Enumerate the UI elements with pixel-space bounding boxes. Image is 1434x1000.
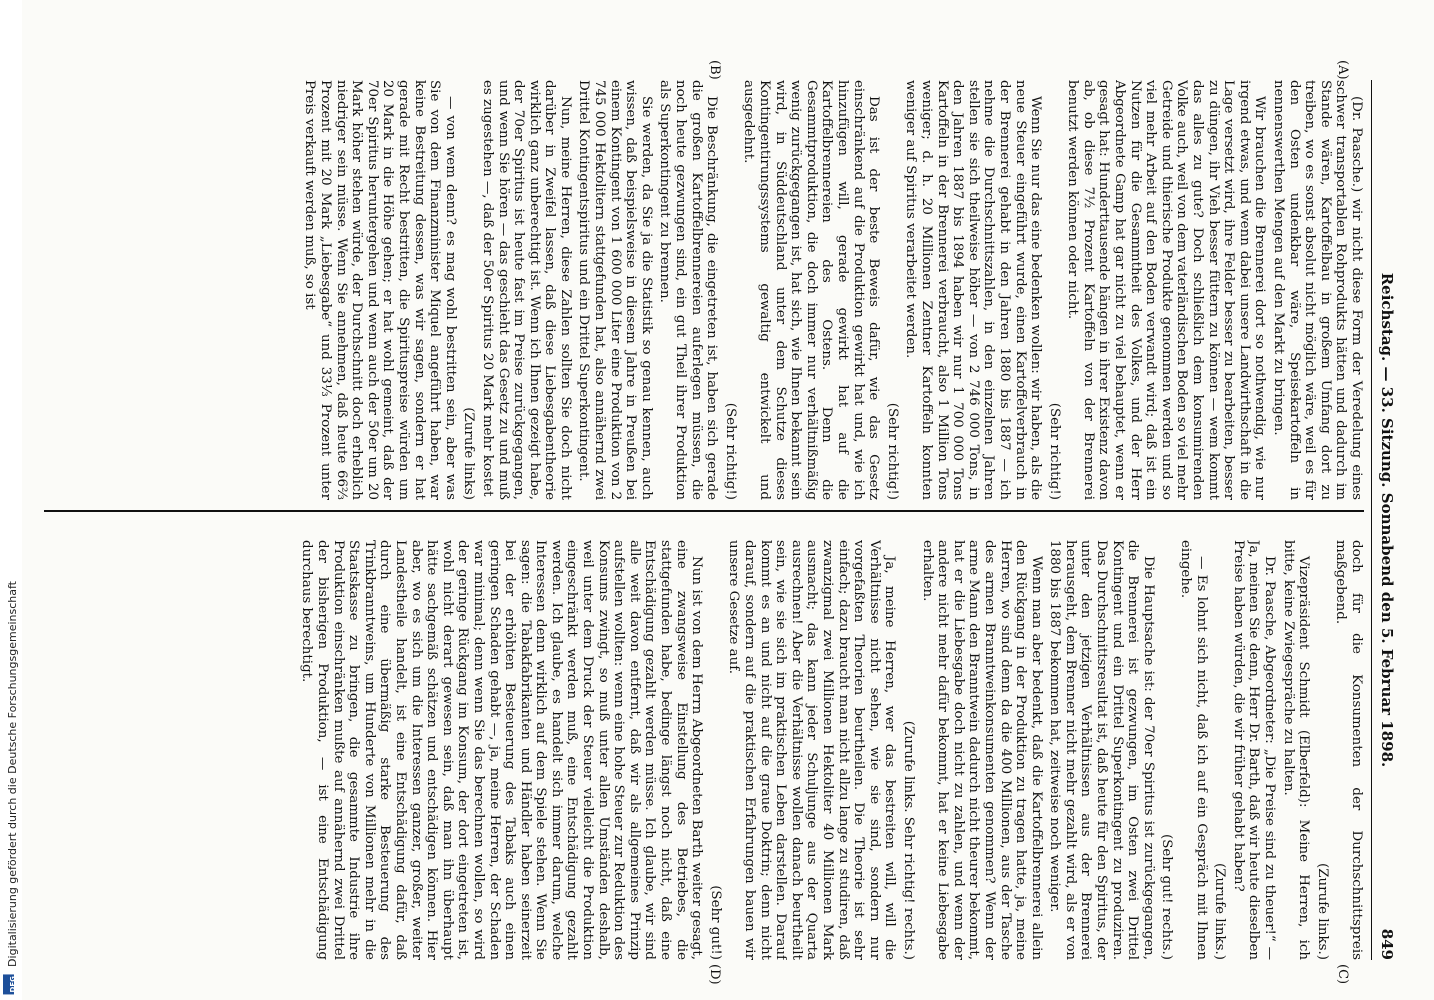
interjection-remark: (Zurufe links) [461,407,477,500]
paragraph: Vizepräsident Schmidt (Elberfeld): Meine Herren, ich bitte, keine Zwiegespräche zu halten. [1280,540,1312,960]
interjection-remark: (Sehr gut! rechts.) [1159,833,1175,960]
paragraph: Das ist der beste Beweis dafür, wie das Gesetz einschränkend auf die Produktion gewirkt hat und, wie ich hinzufügen will, gerade gewirkt hat auf die Kartoffelbrennereien des Ostens. Denn die Gesammtproduktion, die doch immer nur verhältnißmäßig wenig zurückgegangen ist, hat sich, wie Ihnen bekannt sein wird, in Süddeutschland unter dem Schutze dieses Kontingentirungssystems gewaltig entwickelt und ausgedehnt. [741,80,882,500]
interjection-remark: (Sehr richtig!) [1046,402,1062,500]
page-number: 849 [1378,928,1396,960]
paragraph: Die Beschränkung, die eingetreten ist, haben sich gerade die großen Kartoffelbrennereien auferlegen müssen, die noch heute gezwungen sind, ein gut Theil ihrer Produktion als Superkontingent zu brennen. [657,80,720,500]
margin-letter-b: (B) [707,60,722,80]
column-divider [44,510,1364,512]
paragraph: Wenn man aber bedenkt, daß die Kartoffelbrennerei allein den Rückgang in der Produktion zu tragen hatte, ja, meine Herren, wo sind denn da die 400 Millionen, aus der Tasche des armen Branntweinkonsumenten genommen? Wenn der arme Mann den Branntwein dadurch nicht theurer bekommt, hat er die Liebesgabe doch nicht zu zahlen, und wenn der andere nicht mehr dafür bekommt, hat er keine Liebesgabe erhalten. [919,540,1044,960]
margin-letter-a: (A) [1335,60,1350,80]
margin-letter-c: (C) [1335,964,1350,985]
paragraph: doch für die Konsumenten der Durchschnittspreis maßgebend. [1333,540,1364,960]
scanned-page [22,0,1434,1000]
paragraph: (Dr. Paasche.) wir nicht diese Form der Veredelung eines schwer transportablen Rohprodukts hätten und dadurch im Stande wären, Kartoffelbau in großem Umfang dort zu treiben, wo es sonst absolut nicht möglich wäre, weil es für den Osten undenkbar wäre, Speisekartoffeln in nennenswerthen Mengen auf den Markt zu bringen. [1271,80,1364,500]
interjection-remark: (Sehr richtig!) [884,402,900,500]
paragraph: — von wem denn? es mag wohl bestritten sein, aber was Sie von dem Finanzminister Miquel angeführt haben, war keine Bestreitung dessen, was wir sagen, sondern er hat gerade mit Recht bestritten, die Spirituspreise würden um 20 Mark in die Höhe gehen; er hat wohl gemeint, daß der 70er Spiritus heruntergehen und wenn auch der 50er um 20 Mark höher stehen würde, der Durchschnitt doch erheblich niedriger sein müsse. Wenn Sie annehmen, daß heute 66⅔ Prozent mit 20 Mark „Liebesgabe“ und 33⅓ Prozent unter Preis verkauft werden muß, so ist [302,80,458,500]
right-column [34,540,1364,960]
paragraph: Sie werden, da Sie ja die Statistik so genau kennen, auch wissen, daß beispielsweise in diesem Jahre in Preußen bei einem Kontingent von 1 600 000 Liter eine Produktion von 2 745 000 Hektolitern stattgefunden hat, also annähernd zwei Drittel Kontingentspiritus und ein Drittel Superkontingent. [576,80,654,500]
paragraph: Die Hauptsache ist: der 70er Spiritus ist zurückgegangen, die Brennerei ist gezwungen, im Osten zwei Drittel Kontingent und ein Drittel Superkontingent zu produziren. Das Durchschnittsresultat ist, daß heute für den Spiritus, der unter den jetzigen Verhältnissen aus der Brennerei herausgeht, dem Brenner nicht mehr gezahlt wird, als er von 1880 bis 1887 bekommen hat, zeitweise noch weniger. [1047,540,1156,960]
interjection-remark: (Sehr gut!) [707,885,723,960]
footer-credit-text: Digitalisierung gefördert durch die Deutsche Forschungsgemeinschaft [6,580,19,967]
dfg-logo-icon: DFG [3,974,14,994]
paragraph: Wir brauchen die Brennerei dort so nothwendig, wie nur irgend etwas, und wenn dabei unsere Landwirthschaft in die Lage versetzt wird, ihre Felder besser zu bearbeiten, besser zu düngen, ihr Vieh besser füttern zu können — wem kommt das alles zu gute? Doch schließlich dem konsumirenden Volke auch, weil von dem vaterländischen Boden so viel mehr Getreide und thierische Produkte genommen werden und so viel mehr Arbeit auf den Boden verwandt wird; daß ist ein Nutzen für die Gesammtheit des Volkes, und der Herr Abgeordnete Gamp hat gar nicht zu viel behauptet, wenn er gesagt hat: Hunderttausende hängen in ihrer Existenz davon ab, ob diese 7½ Prozent Kartoffeln von der Brennerei benutzt werden können oder nicht. [1065,80,1268,500]
left-column [34,80,1364,500]
paragraph: Wenn Sie nur das eine bedenken wollen: wir haben, als die neue Steuer eingeführt wurde, einen Kartoffelverbrauch in der Brennerei gehabt in den Jahren 1880 bis 1887 — ich nehme die Durchschnittszahlen, in den einzelnen Jahren stellen sie sich theilweise höher — von 2 746 000 Tons, in den Jahren 1887 bis 1894 haben wir nur 1 700 000 Tons Kartoffeln in der Brennerei verbraucht, also 1 Million Tons weniger; d. h. 20 Millionen Zentner Kartoffeln konnten weniger auf Spiritus verarbeitet werden. [903,80,1044,500]
paragraph: Dr. Paasche, Abgeordneter: „Die Preise sind zu theuer!“ — Ja, meinen Sie denn, Herr Dr. Barth, daß wir heute dieselben Preise haben würden, die wir früher gehabt haben? [1230,540,1278,960]
interjection-remark: (Sehr richtig!) [722,402,738,500]
page-title: Reichstag. — 33. Sitzung. Sonnabend den 5. Februar 1898. [1378,272,1396,768]
digitization-footer [0,0,22,1000]
margin-letter-d: (D) [707,964,722,985]
interjection-remark: (Zurufe links.) [1212,863,1228,960]
paragraph: Nun, meine Herren, diese Zahlen sollten Sie doch nicht darüber in Zweifel lassen, daß diese Liebesgabentheorie wirklich ganz unberechtigt ist. Wenn ich Ihnen gezeigt habe, der 70er Spiritus ist heute fast im Preise zurückgegangen, und wenn Sie hören — das geschieht das Gesetz zu und muß es zugestehen —, daß der 50er Spiritus 20 Mark mehr kostet [479,80,573,500]
paragraph: Ja, meine Herren, wer das bestreiten will, will die Verhältnisse nicht sehen, wie sie sind, sondern nur vorgefaßten Theorien beurtheilen. Die Theorie ist sehr einfach; dazu braucht man nicht allzu lange zu studiren, daß zwanzigmal zwei Millionen Hektoliter 40 Millionen Mark ausmacht; das kann jeder Schuljunge aus der Quarta ausrechnen! Aber die Verhältnisse wollen danach beurtheilt sein, wie sie sich im praktischen Leben darstellen. Darauf kommt es an und nicht auf die graue Doktrin; denn nicht darauf, sondern auf die praktischen Erfahrungen bauen wir unsere Gesetze auf. [726,540,898,960]
page-rotated [22,0,1434,1000]
interjection-remark: (Zurufe links. Sehr richtig! rechts.) [900,720,916,960]
interjection-remark: (Zurufe links.) [1314,863,1330,960]
footer-credit [3,581,19,994]
page-header [1371,80,1398,960]
paragraph: — Es lohnt sich nicht, daß ich auf ein Gespräch mit Ihnen eingehe. [1178,540,1209,960]
paragraph: Nun ist von dem Herrn Abgeordneten Barth weiter gesagt, eine zwangsweise Einstellung des Betriebes, die stattgefunden habe, bedinge längst noch nicht, daß eine Entschädigung gezahlt werden müsse. Ich glaube, wir sind alle weit davon entfernt, daß wir als allgemeines Prinzip aufstellen wollten: wenn eine hohe Steuer zur Reduktion des Konsums zwingt, so muß unter allen Umständen deshalb, weil unter dem Druck der Steuer vielleicht die Produktion eingeschränkt werden muß, eine Entschädigung gezahlt werden. Ich glaube, es handelt sich immer darum, welche Interessen denn wirklich auf dem Spiele stehen. Wenn Sie sagen: die Tabakfabrikanten und Händler haben seinerzeit bei der erhöhten Besteuerung des Tabaks auch einen geringen Schaden gehabt —, ja, meine Herren, der Schaden war minimal; denn wenn Sie das berechnen wollen, so wird der geringe Rückgang im Konsum, der dort eingetreten ist, wohl nicht derart gewesen sein, daß man ihn überhaupt hätte sachgemäß schätzen und entschädigen können. Hier aber, wo es sich um die Interessen ganzer, großer, weiter Landestheile handelt, ist eine Entschädigung dafür, daß durch eine übermäßig starke Besteuerung des Trinkbranntweins, um Hunderte von Millionen mehr in die Staatskasse zu bringen, die gesammte Industrie ihre Produktion einschränken mußte auf annähernd zwei Drittel der bisherigen Produktion, — ist eine Entschädigung durchaus berechtigt. [299,540,705,960]
